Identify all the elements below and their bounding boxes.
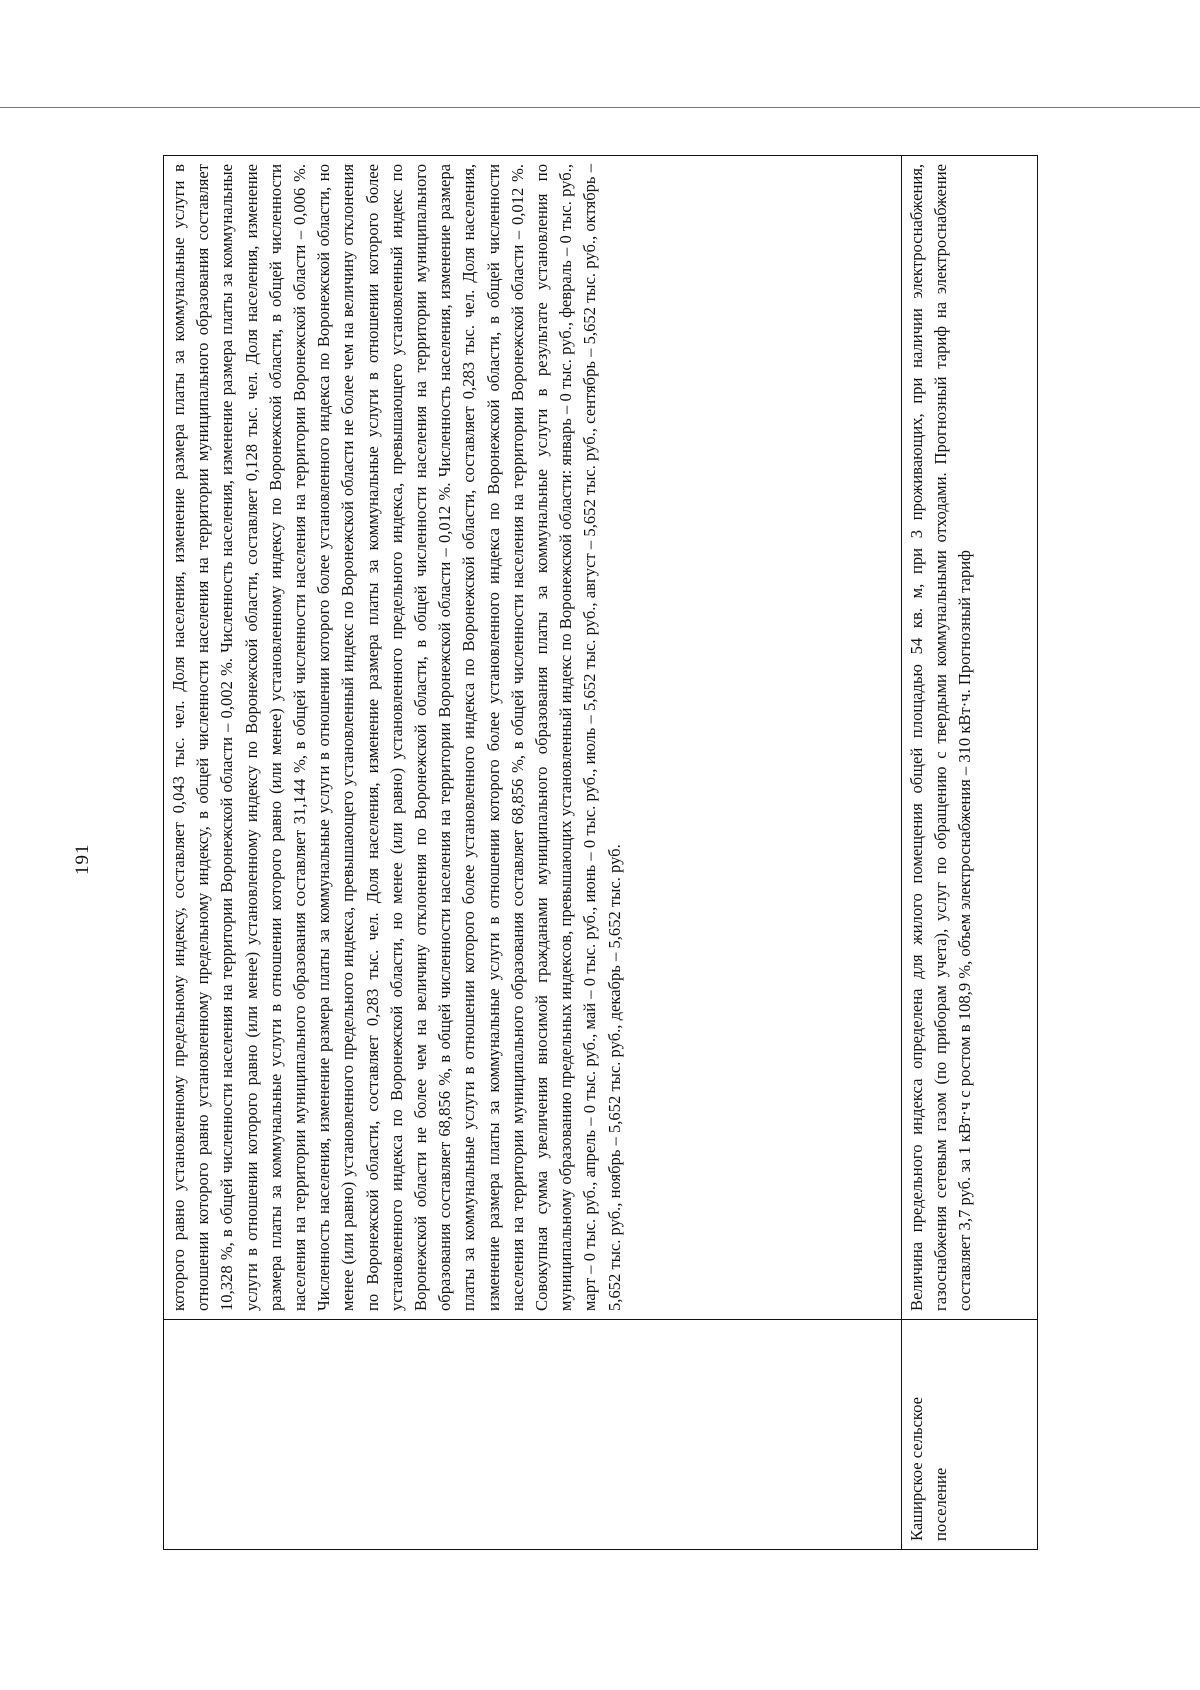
table-row [164, 156, 902, 1550]
municipality-name-cell: Каширское сельское поселение [902, 1320, 1038, 1550]
page-number: 191 [72, 843, 93, 875]
table-row [902, 156, 1038, 1550]
description-cell: которого равно установленному предельному индексу, составляет 0,043 тыс. чел. Доля населения, изменение размера платы за коммунальные услуги в отношении которого равно установленному предельному индексу, в общей численности населения на территории муниципального образования составляет 10,328 %, в общей численности населения на территории Воронежской области – 0,002 %. Численность населения, изменение размера платы за коммунальные услуги в отношении которого равно (или менее) установленному индексу по Воронежской области, составляет 0,128 тыс. чел. Доля населения, изменение размера платы за коммунальные услуги в отношении которого равно (или менее) установленному индексу по Воронежской области, в общей численности населения на территории муниципального образования составляет 31,144 %, в общей численности населения на территории Воронежской области – 0,006 %. Численность населения, изменение размера платы за коммунальные услуги в отношении которого более установленного индекса по Воронежской области, но менее (или равно) установленного предельного индекса, превышающего установленный индекс по Воронежской области не более чем на величину отклонения по Воронежской области, составляет 0,283 тыс. чел. Доля населения, изменение размера платы за коммунальные услуги в отношении которого более установленного индекса по Воронежской области, но менее (или равно) установленного предельного индекса, превышающего установленный индекс по Воронежской области не более чем на величину отклонения по Воронежской области, в общей численности населения на территории муниципального образования составляет 68,856 %, в общей численности населения на территории Воронежской области – 0,012 %. Численность населения, изменение размера платы за коммунальные услуги в отношении которого более установленного индекса по Воронежской области, составляет 0,283 тыс. чел. Доля населения, изменение размера платы за коммунальные услуги в отношении которого более установленного индекса по Воронежской области, в общей численности населения на территории муниципального образования составляет 68,856 %, в общей численности населения на территории Воронежской области – 0,012 %. Совокупная сумма увеличения вносимой гражданами муниципального образования платы за коммунальные услуги в результате установления по муниципальному образованию предельных индексов, превышающих установленный индекс по Воронежской области: январь – 0 тыс. руб., февраль – 0 тыс. руб., март – 0 тыс. руб., апрель – 0 тыс. руб., май – 0 тыс. руб., июнь – 0 тыс. руб., июль – 5,652 тыс. руб., август – 5,652 тыс. руб., сентябрь – 5,652 тыс. руб., октябрь – 5,652 тыс. руб., ноябрь – 5,652 тыс. руб., декабрь – 5,652 тыс. руб. [164, 156, 902, 1320]
description-text: Величина предельного индекса определена для жилого помещения общей площадью 54 кв. м, при 3 проживающих, при наличии электроснабжения, газоснабжения сетевым газом (по приборам учета), услуг по обращению с твердыми коммунальными отходами. Прогнозный тариф на электроснабжение составляет 3,7 руб. за 1 кВт·ч с ростом в 108,9 %, объем электроснабжения – 310 кВт·ч. Прогнозный тариф [907, 164, 975, 1311]
municipality-table [163, 155, 1038, 1550]
page-edge-line [0, 107, 1200, 108]
municipality-name-cell [164, 1320, 902, 1550]
description-cell [902, 156, 1038, 1320]
